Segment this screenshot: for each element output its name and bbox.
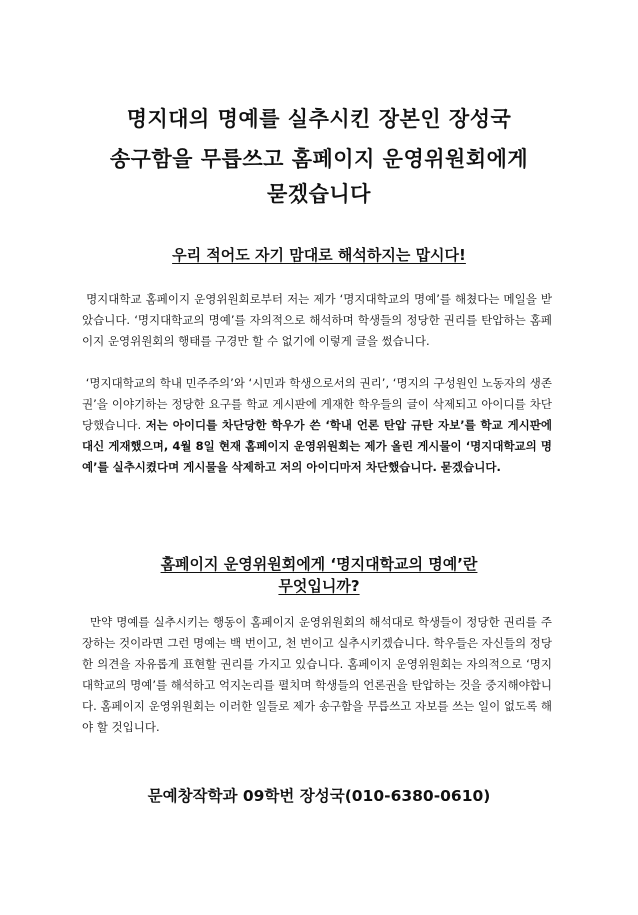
section-1-paragraph-2-bold-text: 저는 아이디를 차단당한 학우가 쓴 ‘학내 언론 탄압 규탄 자보’를 학교 게시판에 대신 게재했으며, 4월 8일 현재 홈페이지 운영위원회는 제가 올린 게시물이 ‘명지대학교의 명예’를 실추시켰다며 게시물을 삭제하고 저의 아이디마저 차단했습니다. 묻겠습니다. bbox=[82, 418, 553, 474]
document-title-line-3: 묻겠습니다 bbox=[267, 182, 371, 206]
author-signature: 문예창작학과 09학번 장성국(010-6380-0610) bbox=[147, 787, 491, 805]
section-1-paragraph-1-text: 명지대학교 홈페이지 운영위원회로부터 저는 제가 ‘명지대학교의 명예’를 해쳤다는 메일을 받았습니다. ‘명지대학교의 명예’를 자의적으로 해석하며 학생들의 정당한 권리를 탄압하는 홈페이지 운영위원회의 행태를 구경만 할 수 없기에 이렇게 글을 썼습니다. bbox=[82, 292, 552, 348]
section-2-heading-line-1-text: 홈페이지 운영위원회에게 ‘명지대학교의 명예’란 bbox=[160, 555, 478, 573]
section-1-heading-text: 우리 적어도 자기 맘대로 해석하지는 맙시다! bbox=[172, 246, 466, 264]
section-1-paragraph-2 bbox=[82, 373, 552, 478]
section-1-heading bbox=[40, 244, 598, 265]
document-title-line-2: 송구함을 무릅쓰고 홈페이지 운영위원회에게 bbox=[109, 147, 529, 171]
document-title-line-1: 명지대의 명예를 실추시킨 장본인 장성국 bbox=[126, 107, 512, 131]
section-2-heading-line-2 bbox=[40, 575, 598, 596]
section-2-heading-line-1 bbox=[40, 553, 598, 574]
section-2-heading-line-2-text: 무엇입니까? bbox=[278, 577, 360, 595]
section-1-paragraph-1 bbox=[82, 289, 552, 352]
section-2-paragraph-text: 만약 명예를 실추시키는 행동이 홈페이지 운영위원회의 해석대로 학생들이 정당한 권리를 주장하는 것이라면 그런 명예는 백 번이고, 천 번이고 실추시키겠습니다. 학우들은 자신들의 정당한 의견을 자유롭게 표현할 권리를 가지고 있습니다. 홈페이지 운영위원회는 자의적으로 ‘명지대학교의 명예’를 해석하고 억지논리를 펼치며 학생들의 언론권을 탄압하는 것을 중지해야합니다. 홈페이지 운영위원회는 이러한 일들로 제가 송구함을 무릅쓰고 자보를 쓰는 일이 없도록 해야 할 것입니다. bbox=[82, 615, 552, 734]
section-1-paragraph-2-text: ‘명지대학교의 학내 민주주의’와 ‘시민과 학생으로서의 권리’, ‘명지의 구성원인 노동자의 생존권’을 이야기하는 정당한 요구를 학교 게시판에 게재한 학우들의 글이 삭제되고 아이디를 차단당했습니다. bbox=[82, 376, 552, 432]
section-2-paragraph bbox=[82, 612, 552, 738]
